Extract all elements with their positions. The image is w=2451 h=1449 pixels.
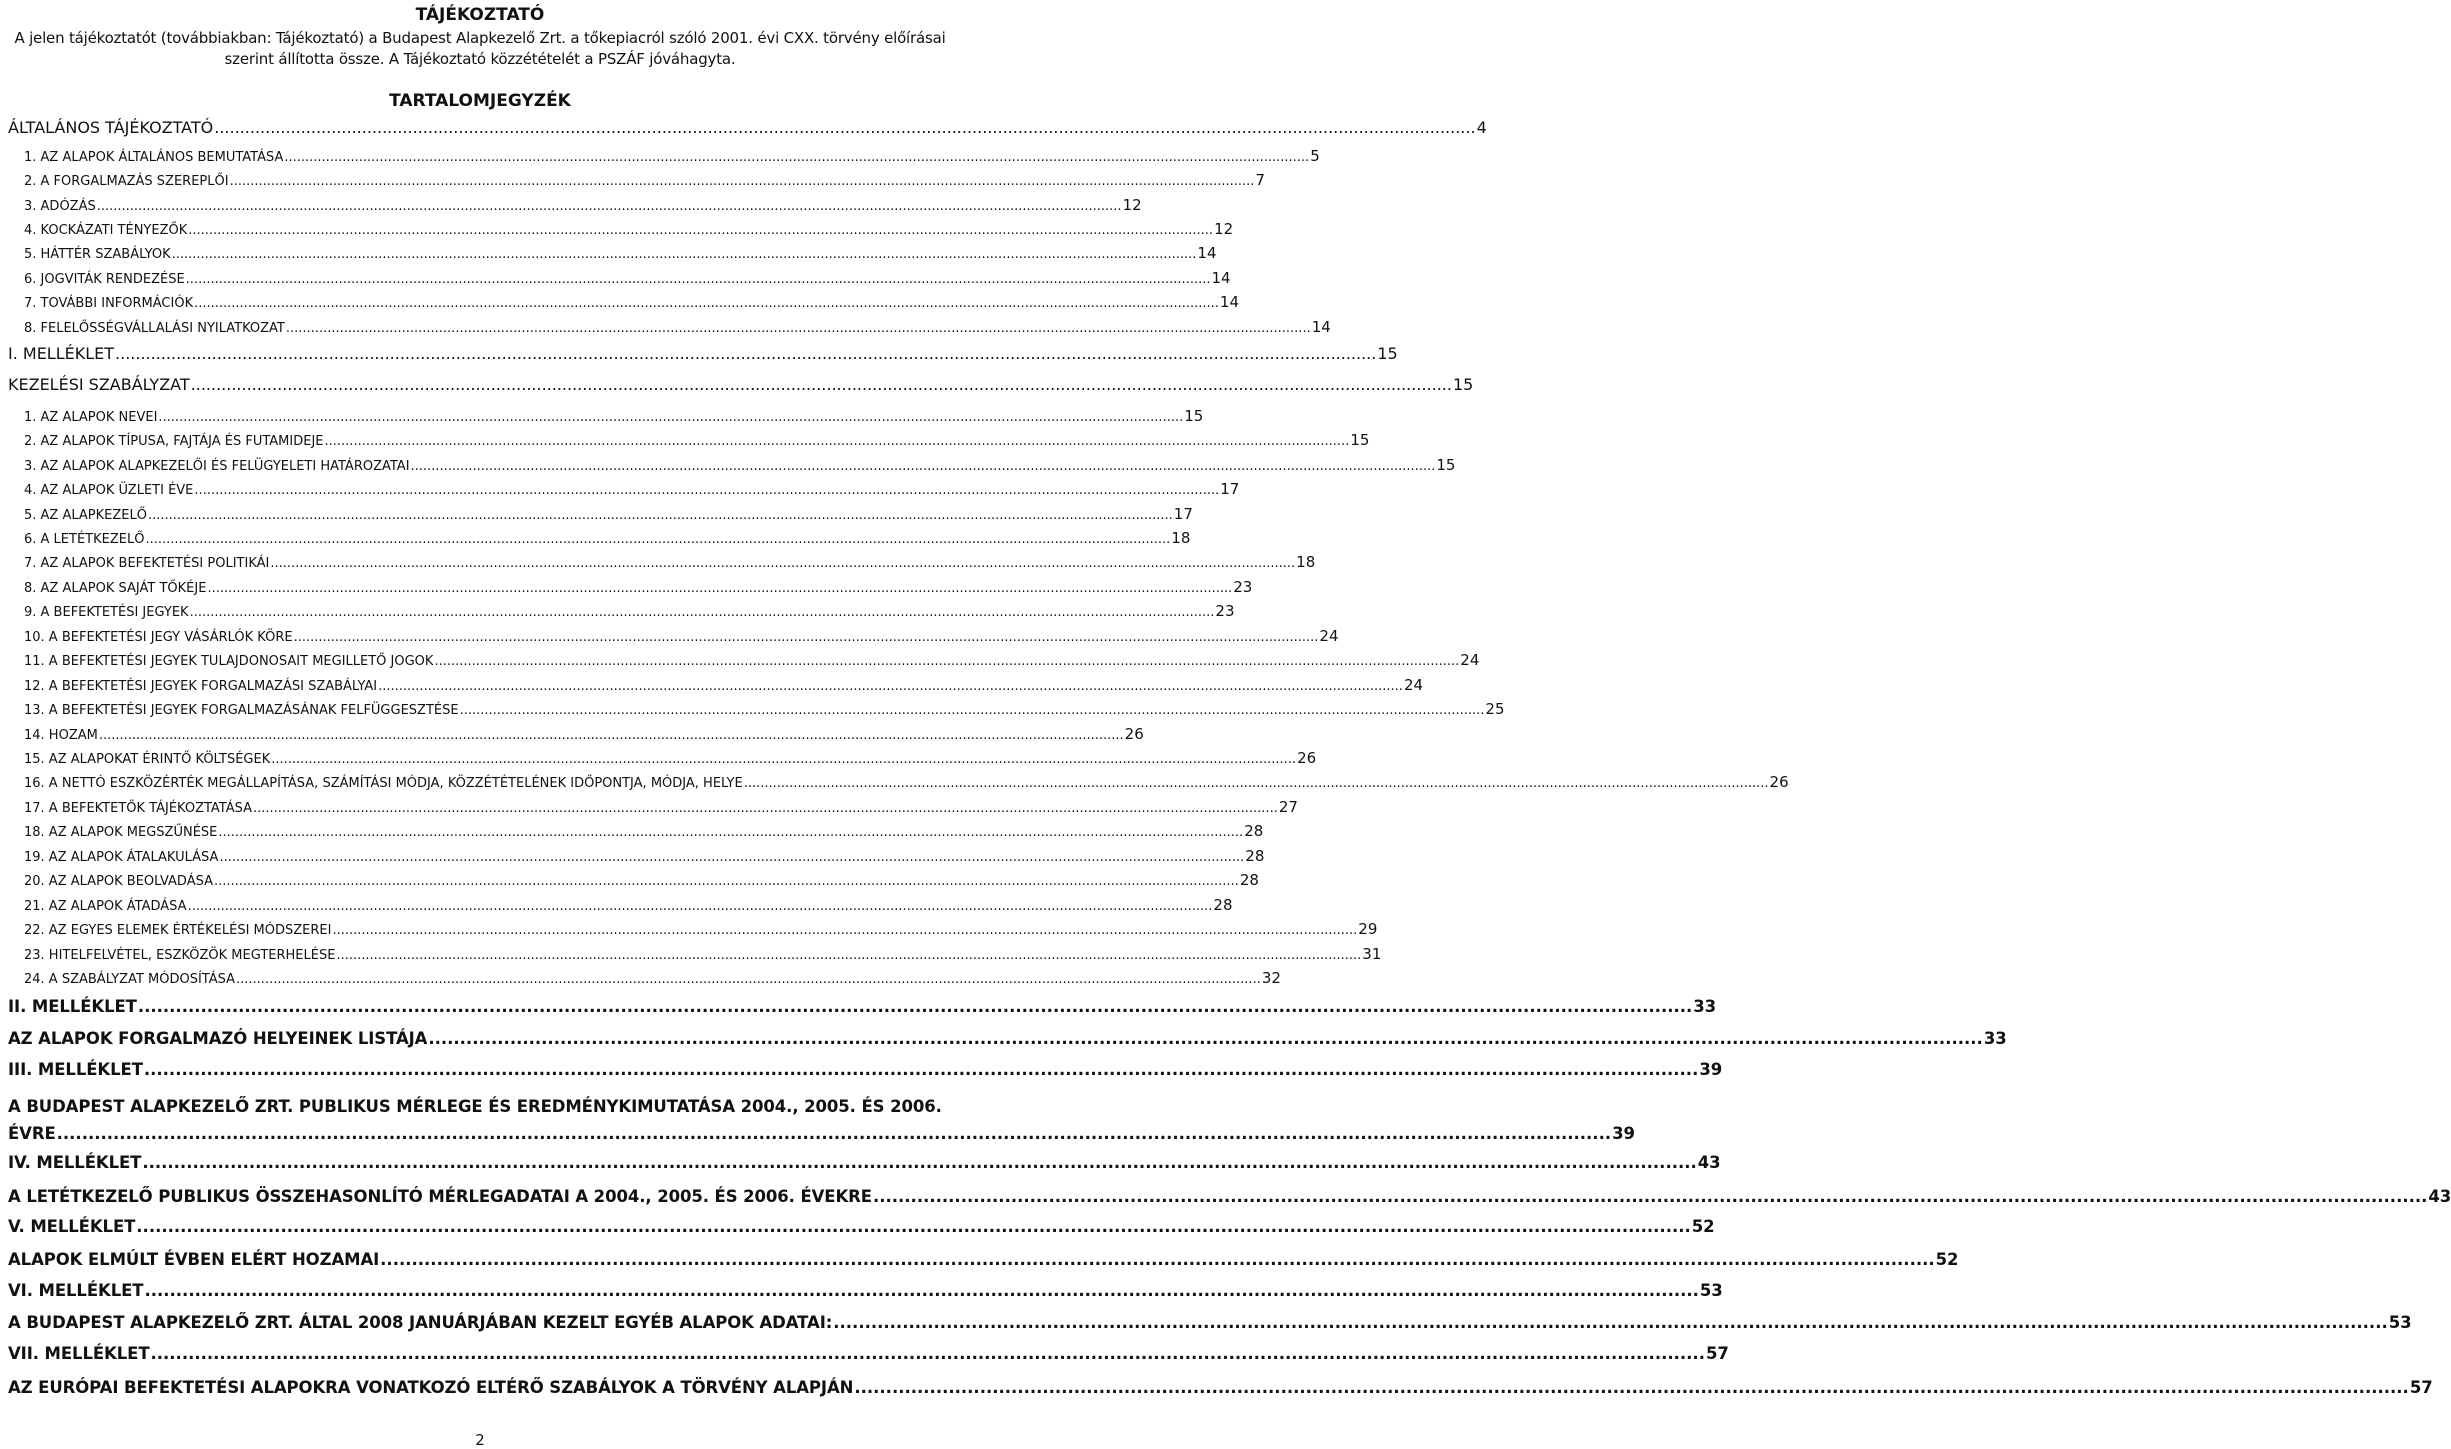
dot-leader <box>434 653 1459 671</box>
toc-entry-page: 4 <box>1476 118 1487 137</box>
toc-entry[interactable] <box>24 651 1480 671</box>
dot-leader <box>136 1215 1690 1238</box>
toc-entry-page: 52 <box>1691 1217 1715 1236</box>
toc-entry-label: 8. AZ ALAPOK SAJÁT TŐKÉJE <box>24 581 207 596</box>
toc-entry[interactable] <box>24 627 1339 647</box>
dot-leader <box>744 775 1769 793</box>
toc-entry-page: 24 <box>1460 651 1480 669</box>
toc-entry-label: IV. MELLÉKLET <box>8 1153 142 1172</box>
toc-entry-label: 22. AZ EGYES ELEMEK ÉRTÉKELÉSI MÓDSZEREI <box>24 923 332 938</box>
toc-entry[interactable] <box>24 553 1316 573</box>
toc-entry-label[interactable]: A BUDAPEST ALAPKEZELŐ ZRT. PUBLIKUS MÉRLEGE ÉS EREDMÉNYKIMUTATÁSA 2004., 2005. ÉS 2006. <box>8 1097 942 1116</box>
toc-entry[interactable] <box>24 749 1317 769</box>
toc-entry[interactable] <box>8 1311 2412 1334</box>
toc-entry-page: 15 <box>1452 375 1474 394</box>
dot-leader <box>380 1248 1934 1271</box>
toc-entry-page: 12 <box>1214 220 1234 238</box>
toc-entry-page: 39 <box>1699 1060 1723 1079</box>
dot-leader <box>325 433 1350 451</box>
toc-title: TARTALOMJEGYZÉK <box>389 91 571 111</box>
dot-leader <box>332 922 1357 940</box>
toc-entry[interactable] <box>24 269 1231 289</box>
toc-entry-page: 14 <box>1219 293 1240 311</box>
toc-entry-page: 53 <box>1699 1281 1723 1300</box>
toc-entry-label: 19. AZ ALAPOK ÁTALAKULÁSA <box>24 850 219 865</box>
dot-leader <box>284 149 1309 167</box>
dot-leader <box>854 1376 2408 1399</box>
toc-entry-label: VII. MELLÉKLET <box>8 1344 150 1363</box>
dot-leader <box>218 824 1243 842</box>
toc-entry-page: 32 <box>1261 969 1281 987</box>
toc-entry[interactable] <box>24 896 1233 916</box>
toc-entry[interactable] <box>24 920 1378 940</box>
toc-entry-page: 33 <box>1693 997 1717 1016</box>
toc-entry-page: 43 <box>1697 1153 1721 1172</box>
toc-entry-label: 16. A NETTÓ ESZKÖZÉRTÉK MEGÁLLAPÍTÁSA, SZÁMÍTÁSI MÓDJA, KÖZZÉTÉTELÉNEK IDŐPONTJA, MÓDJA, HELYE <box>24 776 743 791</box>
toc-entry[interactable] <box>8 1058 1723 1081</box>
toc-entry[interactable] <box>24 480 1240 500</box>
dot-leader <box>99 727 1124 745</box>
toc-entry[interactable] <box>8 1376 2433 1399</box>
toc-entry-page: 26 <box>1297 749 1317 767</box>
toc-entry[interactable] <box>8 1122 1635 1145</box>
toc-entry[interactable] <box>24 244 1217 264</box>
toc-entry-label: I. MELLÉKLET <box>8 344 115 363</box>
toc-entry-page: 18 <box>1296 553 1316 571</box>
dot-leader <box>138 995 1692 1018</box>
toc-entry-label: 14. HOZAM <box>24 728 98 743</box>
toc-entry-label: 20. AZ ALAPOK BEOLVADÁSA <box>24 874 213 889</box>
toc-entry-page: 14 <box>1197 244 1217 262</box>
toc-entry[interactable] <box>24 602 1235 622</box>
toc-entry-label: KEZELÉSI SZABÁLYZAT <box>8 375 190 394</box>
toc-entry-page: 33 <box>1983 1029 2007 1048</box>
toc-entry-page: 53 <box>2388 1313 2412 1332</box>
toc-entry-label: 21. AZ ALAPOK ÁTADÁSA <box>24 899 187 914</box>
toc-entry-label: 17. A BEFEKTETŐK TÁJÉKOZTATÁSA <box>24 801 253 816</box>
toc-entry-label: 3. ADÓZÁS <box>24 199 96 214</box>
dot-leader <box>219 849 1244 867</box>
toc-entry[interactable] <box>8 374 1474 396</box>
dot-leader <box>144 1279 1698 1302</box>
toc-entry-label: 7. AZ ALAPOK BEFEKTETÉSI POLITIKÁI <box>24 556 270 571</box>
toc-entry-label: 6. JOGVITÁK RENDEZÉSE <box>24 272 185 287</box>
toc-entry[interactable] <box>8 1185 2451 1208</box>
toc-entry-page: 24 <box>1319 627 1339 645</box>
toc-entry[interactable] <box>24 871 1259 891</box>
dot-leader <box>270 555 1295 573</box>
dot-leader <box>294 629 1319 647</box>
toc-entry-page: 28 <box>1213 896 1233 914</box>
toc-entry-page: 12 <box>1122 196 1142 214</box>
toc-entry-page: 5 <box>1310 147 1320 165</box>
toc-entry[interactable] <box>24 220 1234 240</box>
toc-entry[interactable] <box>24 847 1265 867</box>
toc-entry-page: 15 <box>1184 407 1204 425</box>
toc-entry-page: 28 <box>1245 847 1265 865</box>
intro-paragraph: A jelen tájékoztatót (továbbiakban: Tájékoztató) a Budapest Alapkezelő Zrt. a tőkepiacról szóló 2001. évi CXX. törvény előírásai szerint állította össze. A Tájékoztató közzétételét a PSZÁF jóváhagyta. <box>14 29 946 68</box>
toc-entry-label: 5. AZ ALAPKEZELŐ <box>24 508 147 523</box>
toc-entry[interactable] <box>24 431 1370 451</box>
toc-entry-label: 10. A BEFEKTETÉSI JEGY VÁSÁRLÓK KÖRE <box>24 630 293 645</box>
toc-entry-label: 2. AZ ALAPOK TÍPUSA, FAJTÁJA ÉS FUTAMIDEJE <box>24 434 324 449</box>
dot-leader <box>286 320 1311 338</box>
toc-entry[interactable] <box>24 318 1331 338</box>
dot-leader <box>194 482 1219 500</box>
dot-leader <box>172 246 1197 264</box>
toc-entry[interactable] <box>24 293 1240 313</box>
dot-leader <box>236 971 1261 989</box>
toc-entry[interactable] <box>24 529 1191 549</box>
toc-entry-page: 17 <box>1220 480 1240 498</box>
dot-leader <box>142 1151 1696 1174</box>
dot-leader <box>833 1311 2387 1334</box>
toc-entry[interactable] <box>8 995 1717 1018</box>
dot-leader <box>191 374 1452 396</box>
toc-entry-page: 23 <box>1233 578 1253 596</box>
toc-entry-label: 23. HITELFELVÉTEL, ESZKÖZÖK MEGTERHELÉSE <box>24 948 336 963</box>
toc-entry-label: II. MELLÉKLET <box>8 997 137 1016</box>
toc-entry-page: 27 <box>1278 798 1298 816</box>
toc-entry[interactable] <box>8 1215 1715 1238</box>
toc-entry-page: 7 <box>1255 171 1265 189</box>
dot-leader <box>194 295 1219 313</box>
toc-entry-page: 26 <box>1124 725 1144 743</box>
dot-leader <box>336 947 1361 965</box>
toc-entry[interactable] <box>24 945 1382 965</box>
toc-entry[interactable] <box>8 1027 2007 1050</box>
toc-entry-page: 15 <box>1377 344 1398 363</box>
toc-entry-label: ALAPOK ELMÚLT ÉVBEN ELÉRT HOZAMAI <box>8 1250 380 1269</box>
toc-entry-label: 8. FELELŐSSÉGVÁLLALÁSI NYILATKOZAT <box>24 321 285 336</box>
dot-leader <box>190 604 1215 622</box>
toc-entry-label: 12. A BEFEKTETÉSI JEGYEK FORGALMAZÁSI SZABÁLYAI <box>24 679 378 694</box>
toc-entry-page: 28 <box>1239 871 1259 889</box>
toc-entry[interactable] <box>8 1342 1729 1365</box>
toc-entry[interactable] <box>24 822 1264 842</box>
toc-entry-page: 23 <box>1215 602 1235 620</box>
dot-leader <box>214 117 1475 139</box>
dot-leader <box>428 1027 1982 1050</box>
toc-entry[interactable] <box>8 117 1487 139</box>
toc-entry[interactable] <box>24 196 1142 216</box>
toc-entry-label: 1. AZ ALAPOK ÁLTALÁNOS BEMUTATÁSA <box>24 150 284 165</box>
dot-leader <box>873 1185 2427 1208</box>
toc-entry-label: III. MELLÉKLET <box>8 1060 143 1079</box>
toc-entry-page: 18 <box>1171 529 1191 547</box>
toc-entry-label: A LETÉTKEZELŐ PUBLIKUS ÖSSZEHASONLÍTÓ MÉRLEGADATAI A 2004., 2005. ÉS 2006. ÉVEKRE <box>8 1187 872 1206</box>
toc-entry-label: 9. A BEFEKTETÉSI JEGYEK <box>24 605 189 620</box>
dot-leader <box>186 271 1211 289</box>
dot-leader <box>207 580 1232 598</box>
toc-entry[interactable] <box>24 798 1298 818</box>
dot-leader <box>253 800 1278 818</box>
dot-leader <box>271 751 1296 769</box>
toc-entry[interactable] <box>24 505 1193 525</box>
page-number: 2 <box>475 1431 485 1449</box>
dot-leader <box>411 458 1436 476</box>
dot-leader <box>97 198 1122 216</box>
toc-entry-page: 57 <box>1705 1344 1729 1363</box>
toc-entry-page: 25 <box>1485 700 1505 718</box>
toc-entry-label: 18. AZ ALAPOK MEGSZŰNÉSE <box>24 825 218 840</box>
toc-entry-page: 15 <box>1350 431 1370 449</box>
toc-entry-label: 13. A BEFEKTETÉSI JEGYEK FORGALMAZÁSÁNAK FELFÜGGESZTÉSE <box>24 703 459 718</box>
toc-entry-label: A BUDAPEST ALAPKEZELŐ ZRT. ÁLTAL 2008 JANUÁRJÁBAN KEZELT EGYÉB ALAPOK ADATAI: <box>8 1313 833 1332</box>
toc-entry-label: ÁLTALÁNOS TÁJÉKOZTATÓ <box>8 118 214 137</box>
toc-entry-label: 4. AZ ALAPOK ÜZLETI ÉVE <box>24 483 194 498</box>
toc-entry[interactable] <box>8 1248 1959 1271</box>
dot-leader <box>230 173 1255 191</box>
toc-entry[interactable] <box>8 1151 1721 1174</box>
toc-entry-label: 7. TOVÁBBI INFORMÁCIÓK <box>24 296 194 311</box>
toc-entry-page: 14 <box>1311 318 1331 336</box>
toc-entry-label: VI. MELLÉKLET <box>8 1281 144 1300</box>
toc-entry[interactable] <box>24 147 1320 167</box>
toc-entry-label: 11. A BEFEKTETÉSI JEGYEK TULAJDONOSAIT MEGILLETŐ JOGOK <box>24 654 434 669</box>
toc-entry-page: 24 <box>1403 676 1424 694</box>
toc-entry-label: 5. HÁTTÉR SZABÁLYOK <box>24 247 171 262</box>
toc-entry-label: AZ ALAPOK FORGALMAZÓ HELYEINEK LISTÁJA <box>8 1029 428 1048</box>
toc-entry-label: V. MELLÉKLET <box>8 1217 136 1236</box>
dot-leader <box>460 702 1485 720</box>
toc-entry-page: 26 <box>1769 773 1789 791</box>
dot-leader <box>188 898 1213 916</box>
dot-leader <box>115 343 1376 365</box>
toc-entry[interactable] <box>24 969 1281 989</box>
toc-entry[interactable] <box>24 676 1424 696</box>
toc-entry-page: 29 <box>1358 920 1378 938</box>
toc-entry-label: 1. AZ ALAPOK NEVEI <box>24 410 158 425</box>
toc-entry-page: 52 <box>1935 1250 1959 1269</box>
dot-leader <box>57 1122 1611 1145</box>
toc-entry-label: 3. AZ ALAPOK ALAPKEZELŐI ÉS FELÜGYELETI HATÁROZATAI <box>24 459 410 474</box>
toc-entry[interactable] <box>24 456 1456 476</box>
toc-entry-page: 39 <box>1612 1124 1635 1143</box>
toc-entry-page: 17 <box>1173 505 1193 523</box>
toc-entry-page: 14 <box>1211 269 1231 287</box>
toc-entry-page: 28 <box>1244 822 1264 840</box>
toc-entry-page: 57 <box>2409 1378 2433 1397</box>
toc-entry-page: 31 <box>1362 945 1382 963</box>
dot-leader <box>158 409 1183 427</box>
toc-entry-label: 24. A SZABÁLYZAT MÓDOSÍTÁSA <box>24 972 236 987</box>
toc-entry-label: 6. A LETÉTKEZELŐ <box>24 532 145 547</box>
toc-entry[interactable] <box>24 773 1789 793</box>
dot-leader <box>378 678 1403 696</box>
toc-entry-page: 15 <box>1436 456 1456 474</box>
toc-entry-label: ÉVRE <box>8 1124 56 1143</box>
toc-entry[interactable] <box>8 343 1398 365</box>
toc-entry[interactable] <box>24 700 1505 720</box>
dot-leader <box>148 507 1173 525</box>
toc-entry-label: 15. AZ ALAPOKAT ÉRINTŐ KÖLTSÉGEK <box>24 752 271 767</box>
toc-entry-label: 4. KOCKÁZATI TÉNYEZŐK <box>24 223 188 238</box>
toc-entry[interactable] <box>24 407 1204 427</box>
toc-entry-page: 43 <box>2428 1187 2451 1206</box>
toc-entry-label: AZ EURÓPAI BEFEKTETÉSI ALAPOKRA VONATKOZÓ ELTÉRŐ SZABÁLYOK A TÖRVÉNY ALAPJÁN <box>8 1378 854 1397</box>
dot-leader <box>150 1342 1704 1365</box>
dot-leader <box>214 873 1239 891</box>
toc-entry[interactable] <box>24 171 1265 191</box>
toc-entry[interactable] <box>8 1279 1723 1302</box>
document-title: TÁJÉKOZTATÓ <box>415 5 545 25</box>
dot-leader <box>188 222 1213 240</box>
dot-leader <box>144 1058 1698 1081</box>
toc-entry[interactable] <box>24 725 1144 745</box>
toc-entry-label: 2. A FORGALMAZÁS SZEREPLŐI <box>24 174 229 189</box>
dot-leader <box>145 531 1170 549</box>
toc-entry[interactable] <box>24 578 1253 598</box>
